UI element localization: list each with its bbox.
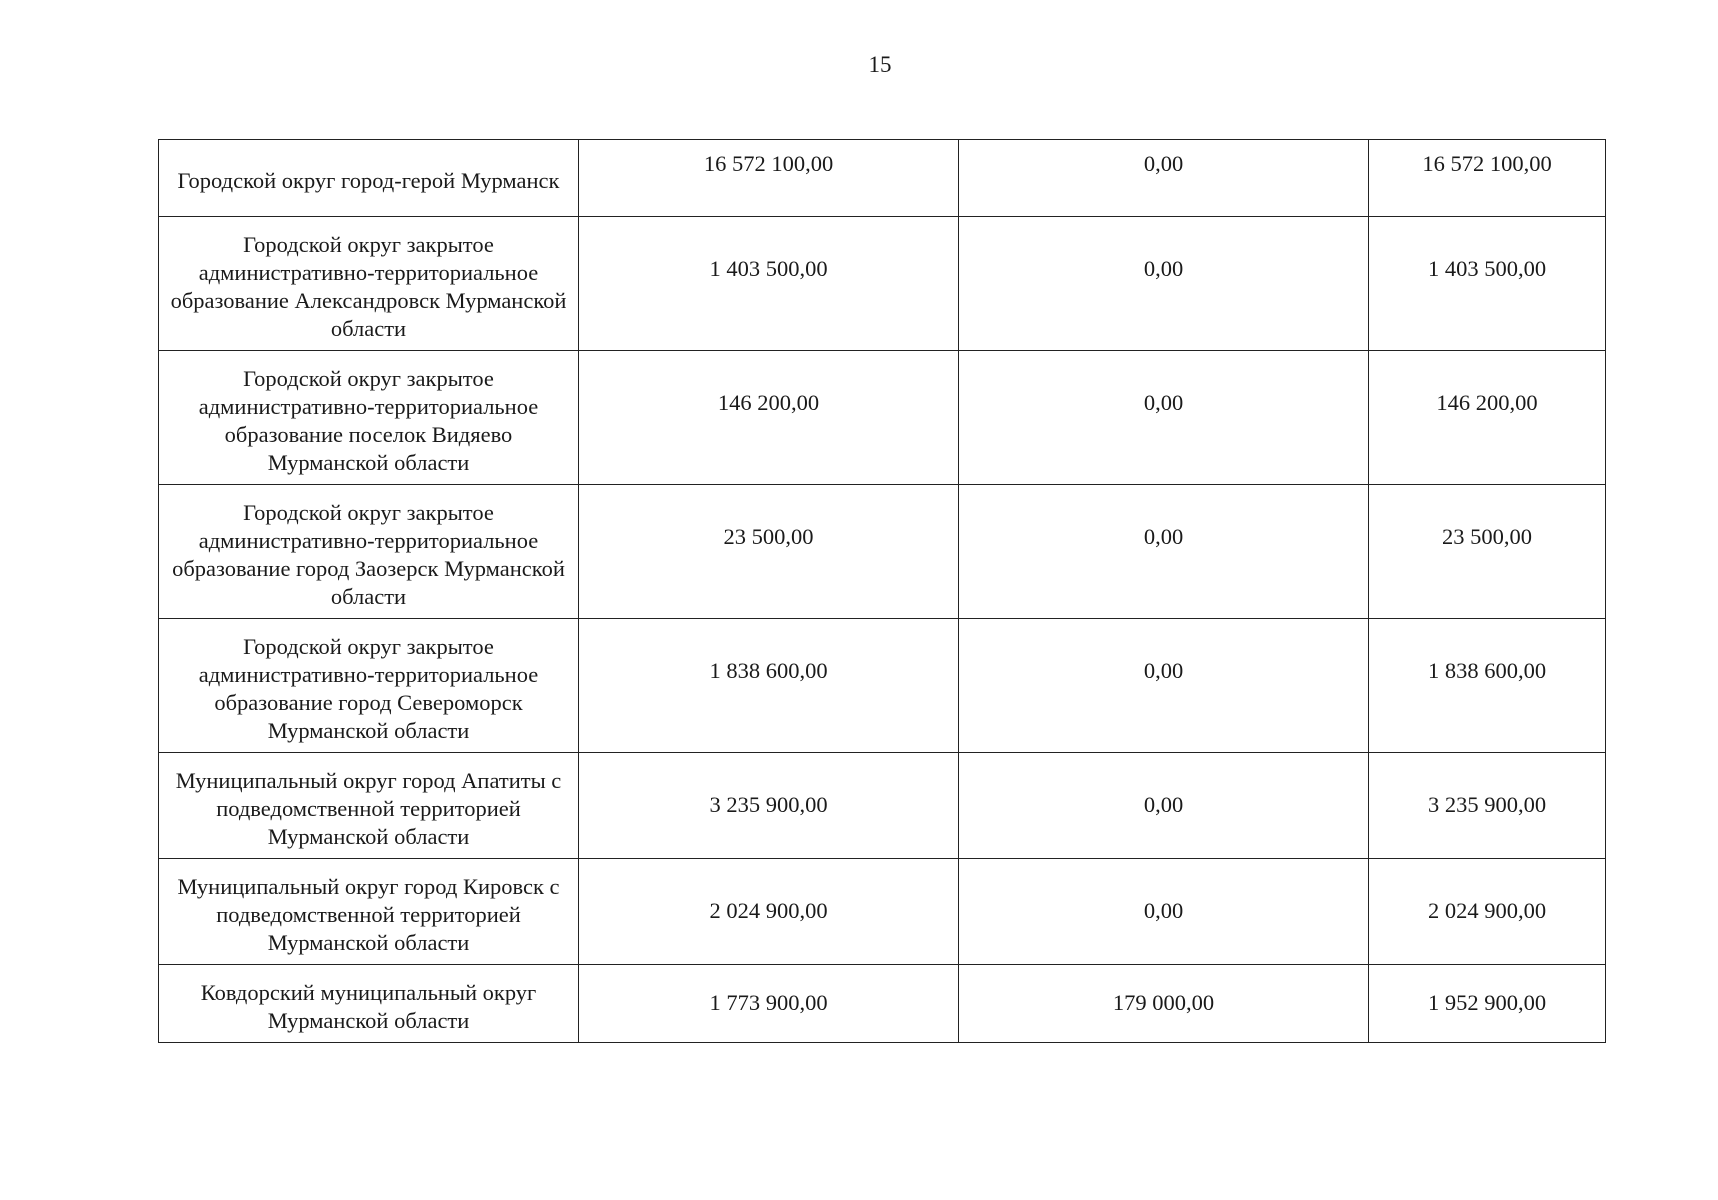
table-row bbox=[159, 217, 1606, 351]
table-row bbox=[159, 485, 1606, 619]
municipality-name-cell: Городской округ закрытое административно-территориальное образование город Заозерск Мурманской области bbox=[159, 485, 579, 619]
total-amount-cell: 1 403 500,00 bbox=[1369, 217, 1606, 351]
total-amount-cell: 146 200,00 bbox=[1369, 351, 1606, 485]
table-row bbox=[159, 351, 1606, 485]
municipality-name-cell: Городской округ город-герой Мурманск bbox=[159, 140, 579, 217]
amount-cell: 16 572 100,00 bbox=[579, 140, 959, 217]
total-amount-cell: 23 500,00 bbox=[1369, 485, 1606, 619]
additional-amount-cell: 0,00 bbox=[959, 753, 1369, 859]
total-amount-cell: 2 024 900,00 bbox=[1369, 859, 1606, 965]
municipality-name-cell: Ковдорский муниципальный округ Мурманской области bbox=[159, 965, 579, 1043]
total-amount-cell: 3 235 900,00 bbox=[1369, 753, 1606, 859]
table-row bbox=[159, 619, 1606, 753]
amount-cell: 23 500,00 bbox=[579, 485, 959, 619]
additional-amount-cell: 0,00 bbox=[959, 351, 1369, 485]
table-row bbox=[159, 140, 1606, 217]
additional-amount-cell: 0,00 bbox=[959, 217, 1369, 351]
table-row bbox=[159, 859, 1606, 965]
amount-cell: 2 024 900,00 bbox=[579, 859, 959, 965]
additional-amount-cell: 0,00 bbox=[959, 140, 1369, 217]
total-amount-cell: 1 952 900,00 bbox=[1369, 965, 1606, 1043]
municipality-name-cell: Муниципальный округ город Апатиты с подведомственной территорией Мурманской области bbox=[159, 753, 579, 859]
additional-amount-cell: 179 000,00 bbox=[959, 965, 1369, 1043]
table-row bbox=[159, 753, 1606, 859]
amount-cell: 146 200,00 bbox=[579, 351, 959, 485]
total-amount-cell: 16 572 100,00 bbox=[1369, 140, 1606, 217]
municipality-name-cell: Городской округ закрытое административно-территориальное образование поселок Видяево Мурманской области bbox=[159, 351, 579, 485]
municipality-name-cell: Городской округ закрытое административно-территориальное образование город Североморск Мурманской области bbox=[159, 619, 579, 753]
additional-amount-cell: 0,00 bbox=[959, 485, 1369, 619]
total-amount-cell: 1 838 600,00 bbox=[1369, 619, 1606, 753]
table-body bbox=[159, 140, 1606, 1043]
amount-cell: 1 403 500,00 bbox=[579, 217, 959, 351]
municipality-name-cell: Городской округ закрытое административно-территориальное образование Александровск Мурманской области bbox=[159, 217, 579, 351]
data-table bbox=[158, 139, 1606, 1043]
amount-cell: 3 235 900,00 bbox=[579, 753, 959, 859]
data-table-container bbox=[158, 139, 1605, 1043]
page-number: 15 bbox=[868, 52, 892, 77]
amount-cell: 1 773 900,00 bbox=[579, 965, 959, 1043]
municipality-name-cell: Муниципальный округ город Кировск с подведомственной территорией Мурманской области bbox=[159, 859, 579, 965]
additional-amount-cell: 0,00 bbox=[959, 619, 1369, 753]
additional-amount-cell: 0,00 bbox=[959, 859, 1369, 965]
table-row bbox=[159, 965, 1606, 1043]
amount-cell: 1 838 600,00 bbox=[579, 619, 959, 753]
